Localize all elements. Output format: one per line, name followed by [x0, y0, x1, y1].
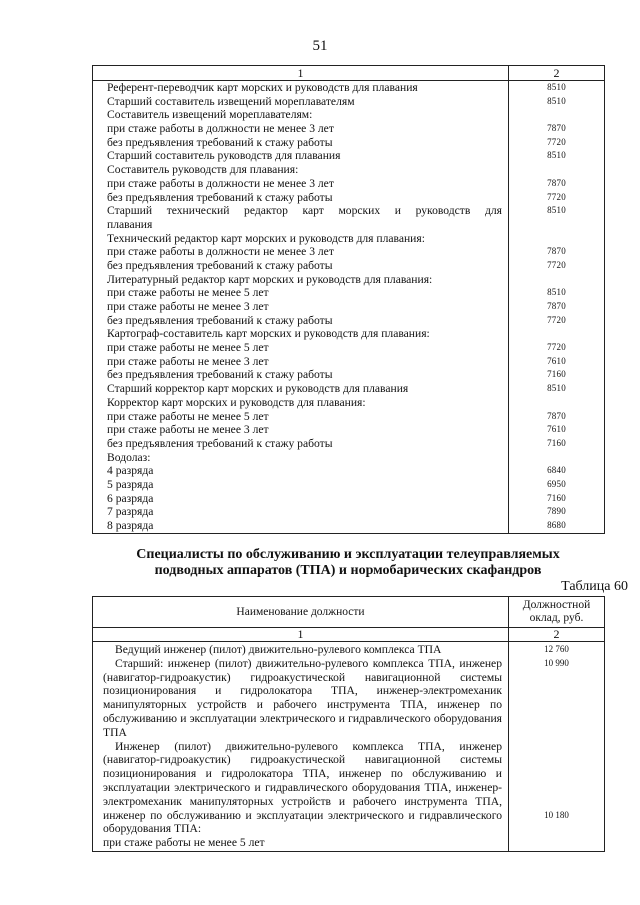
- salary-value: 8510: [547, 205, 566, 216]
- salary-value: [509, 327, 604, 341]
- position-name: Технический редактор карт морских и руководств для плавания:: [107, 231, 425, 245]
- salary-value: 7890: [547, 506, 566, 517]
- position-name: Составитель руководств для плавания:: [107, 163, 299, 177]
- salary-value: [509, 671, 604, 809]
- position-name: без предъявления требований к стажу работы: [107, 436, 333, 450]
- position-name: Литературный редактор карт морских и руководств для плавания:: [107, 272, 433, 286]
- position-name: Составитель извещений мореплавателям:: [107, 108, 313, 122]
- section-title-line-2: подводных аппаратов (ТПА) и нормобарических скафандров: [154, 563, 542, 578]
- position-name: 7 разряда: [107, 505, 154, 519]
- salary-value: 7610: [547, 424, 566, 435]
- position-name: без предъявления требований к стажу работы: [107, 135, 333, 149]
- position-name: при стаже работы не менее 5 лет: [107, 341, 269, 355]
- salary-value: 6840: [547, 465, 566, 476]
- salary-values-cell: [509, 81, 605, 534]
- salary-value: 6950: [547, 478, 566, 489]
- position-name: Старший составитель руководств для плавания: [107, 149, 341, 163]
- salary-value: 7870: [547, 177, 566, 188]
- salary-values-cell: [509, 642, 605, 852]
- salary-value: 7720: [547, 314, 566, 325]
- salary-value: 7720: [547, 136, 566, 147]
- salary-value: 7160: [547, 369, 566, 380]
- position-name: Старший технический редактор карт морских и руководств для: [107, 204, 502, 218]
- position-name: 8 разряда: [107, 519, 154, 532]
- salary-value: 7870: [547, 123, 566, 134]
- position-name: без предъявления требований к стажу работы: [107, 368, 333, 382]
- section-title: [92, 547, 604, 579]
- position-name: при стаже работы не менее 5 лет: [107, 286, 269, 300]
- position-name: 4 разряда: [107, 464, 154, 478]
- salary-value: 8510: [547, 82, 566, 92]
- salary-value: 8510: [547, 383, 566, 394]
- table-number-label: Таблица 60: [561, 579, 628, 594]
- salary-value: 7160: [547, 437, 566, 448]
- position-name: плавания: [107, 217, 153, 231]
- salary-value: [509, 108, 604, 122]
- position-name: без предъявления требований к стажу работы: [107, 313, 333, 327]
- salary-value: 7160: [547, 492, 566, 503]
- salary-value: [509, 163, 604, 177]
- position-name: Референт-переводчик карт морских и руководств для плавания: [107, 81, 418, 94]
- page-number: 51: [312, 38, 328, 54]
- position-name: без предъявления требований к стажу работы: [107, 190, 333, 204]
- position-name: Водолаз:: [107, 450, 151, 464]
- position-name: при стаже работы не менее 3 лет: [107, 423, 269, 437]
- salary-value: 8510: [547, 287, 566, 298]
- salary-value: [509, 396, 604, 410]
- salary-value: 7720: [547, 342, 566, 353]
- position-name: без предъявления требований к стажу работы: [107, 258, 333, 272]
- column-number-row: [93, 628, 605, 642]
- salary-value: 7870: [547, 301, 566, 311]
- salary-value: [509, 232, 604, 246]
- position-entry: Ведущий инженер (пилот) движительно-рулевого комплекса ТПА: [115, 643, 442, 656]
- salary-value: 10 180: [544, 809, 569, 820]
- salary-value: 8510: [547, 150, 566, 161]
- position-name-header: Наименование должности: [93, 597, 509, 628]
- salary-value: [509, 451, 604, 465]
- salary-header-line-2: оклад, руб.: [529, 612, 584, 624]
- column-number-1: 1: [93, 628, 509, 642]
- salary-value: 7610: [547, 355, 566, 366]
- salary-value: 8680: [547, 520, 566, 530]
- position-names-cell: [93, 81, 509, 534]
- salary-value: 7870: [547, 410, 566, 421]
- position-descriptions-cell: [93, 642, 509, 852]
- salary-value: 7870: [547, 246, 566, 257]
- salary-value: [509, 273, 604, 287]
- salary-value: [509, 218, 604, 232]
- salary-value: 7720: [547, 191, 566, 202]
- position-name: Картограф-составитель карт морских и руководств для плавания:: [107, 327, 430, 341]
- position-name: при стаже работы не менее 5 лет: [107, 409, 269, 423]
- position-name: Корректор карт морских и руководств для плавания:: [107, 395, 366, 409]
- position-entry: при стаже работы не менее 5 лет: [103, 836, 265, 850]
- position-name: при стаже работы не менее 3 лет: [107, 300, 269, 313]
- column-number-1: 1: [93, 66, 509, 81]
- position-name: Старший корректор карт морских и руководств для плавания: [107, 382, 409, 396]
- salary-header-line-1: Должностной: [522, 599, 591, 611]
- column-number-2: 2: [509, 66, 605, 81]
- salary-value: 10 990: [544, 657, 569, 668]
- salary-value: 7720: [547, 259, 566, 270]
- position-name: 5 разряда: [107, 477, 154, 491]
- salary-table-continued: [92, 65, 605, 534]
- position-name: при стаже работы в должности не менее 3 лет: [107, 122, 334, 136]
- position-entry: Инженер (пилот) движительно-рулевого комплекса ТПА, инженер (навигатор-гидроакустик) гидроакустической навигационной системы позиционирования и гидролокатора ТПА, инженер по обслуживанию и эксплуатации электрического и гидравлического оборудования ТПА, инженер-электромеханик манипуляторных устройств и рабочего инструмента ТПА, инженер по обслуживанию и эксплуатации электрического и гидравлического оборудования ТПА:: [103, 739, 502, 836]
- salary-header: [509, 597, 605, 628]
- position-name: Старший составитель извещений мореплавателям: [107, 94, 355, 108]
- section-title-line-1: Специалисты по обслуживанию и эксплуатации телеуправляемых: [136, 547, 560, 562]
- salary-value: 12 760: [544, 644, 569, 654]
- table-header-row: [93, 66, 605, 81]
- position-name: при стаже работы в должности не менее 3 лет: [107, 245, 334, 259]
- position-name: 6 разряда: [107, 491, 154, 505]
- position-name: при стаже работы в должности не менее 3 лет: [107, 176, 334, 190]
- position-name: при стаже работы не менее 3 лет: [107, 354, 269, 368]
- salary-value: 8510: [547, 95, 566, 106]
- salary-table-60: [92, 596, 605, 852]
- position-entry: Старший: инженер (пилот) движительно-рулевого комплекса ТПА, инженер (навигатор-гидроакустик) гидроакустической навигационной системы позиционирования и гидролокатора ТПА, инженер-электромеханик манипуляторных устройств и рабочего инструмента ТПА, инженер по обслуживанию и эксплуатации электрического и гидравлического оборудования ТПА: [103, 656, 502, 739]
- column-number-2: 2: [509, 628, 605, 642]
- table-header-row: [93, 597, 605, 628]
